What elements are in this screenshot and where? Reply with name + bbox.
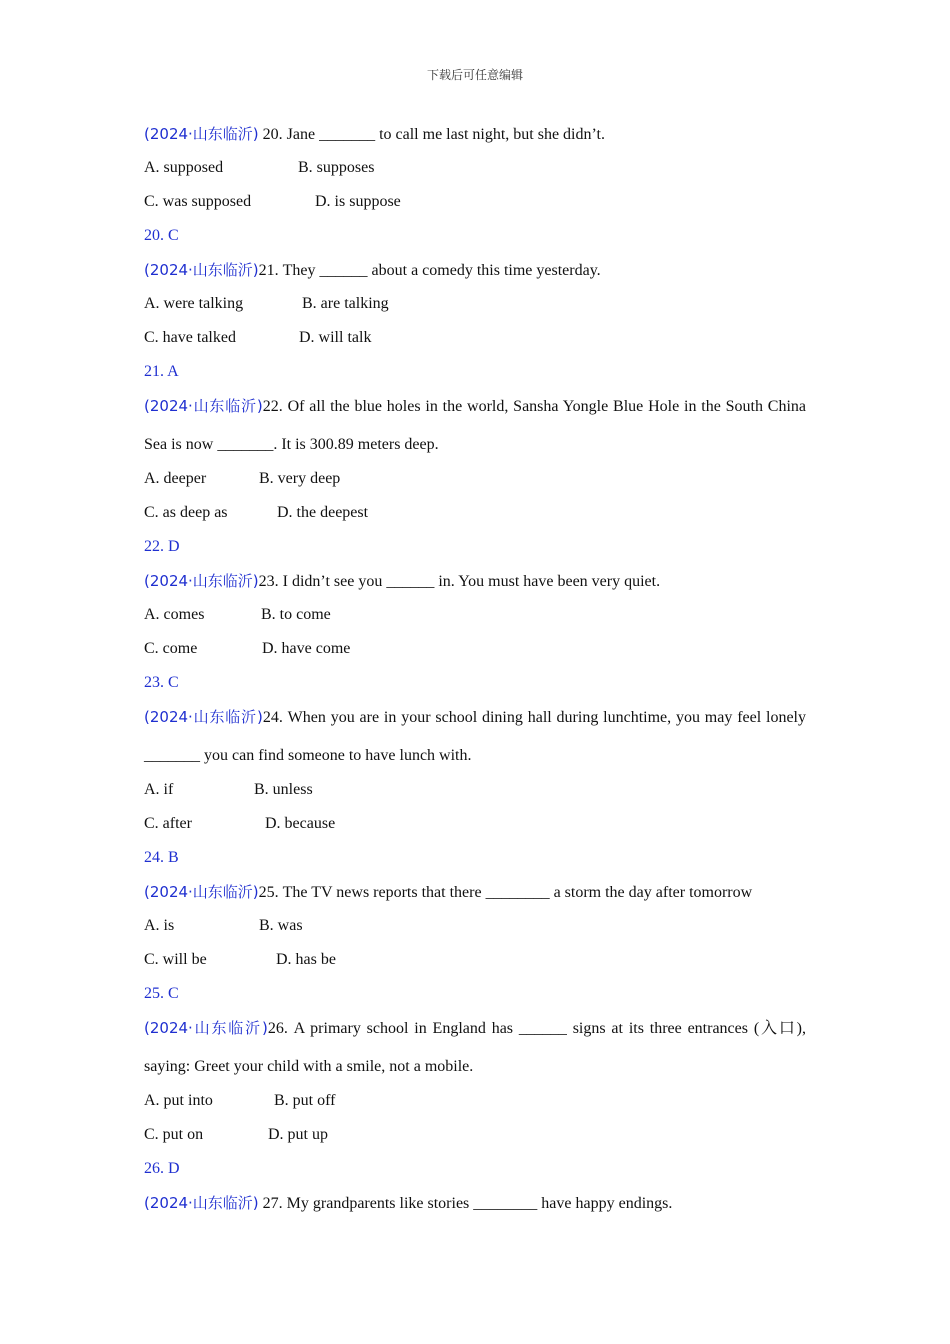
option-d: D. has be <box>276 951 336 968</box>
option-d: D. is suppose <box>315 193 401 210</box>
option-d: D. will talk <box>299 329 372 346</box>
options-row <box>144 191 806 225</box>
option-b: B. to come <box>261 606 331 623</box>
question-25 <box>144 881 806 915</box>
option-b: B. are talking <box>302 295 389 312</box>
question-22 <box>144 387 806 464</box>
question-list <box>144 123 806 1226</box>
answer: 26. D <box>144 1160 180 1177</box>
options-row <box>144 1090 806 1124</box>
option-d: D. have come <box>262 640 351 657</box>
source-tag: (2024·山东临沂) <box>144 261 259 279</box>
answer: 21. A <box>144 363 179 380</box>
option-b: B. supposes <box>298 159 375 176</box>
question-26 <box>144 1009 806 1086</box>
answer: 24. B <box>144 849 179 866</box>
source-tag: (2024·山东临沂) <box>144 1019 268 1037</box>
question-27 <box>144 1192 806 1226</box>
question-stem: 27. My grandparents like stories ________ have happy endings. <box>258 1195 673 1212</box>
options-row <box>144 502 806 536</box>
question-stem: 20. Jane _______ to call me last night, but she didn’t. <box>258 126 605 143</box>
source-tag: (2024·山东临沂) <box>144 125 259 143</box>
options-row <box>144 779 806 813</box>
source-tag: (2024·山东临沂) <box>144 572 259 590</box>
question-stem: 25. The TV news reports that there ________ a storm the day after tomorrow <box>258 884 753 901</box>
options-row <box>144 293 806 327</box>
question-stem: 22. Of all the blue holes in the world, Sansha Yongle Blue Hole in the South China Sea is now _______. It is 300.89 meters deep. <box>144 398 807 453</box>
option-b: B. unless <box>254 781 313 798</box>
question-24 <box>144 698 806 775</box>
answer: 23. C <box>144 674 179 691</box>
option-a: A. if <box>144 781 174 798</box>
option-a: A. comes <box>144 606 205 623</box>
option-c: C. come <box>144 640 198 657</box>
options-row <box>144 949 806 983</box>
source-tag: (2024·山东临沂) <box>144 708 263 726</box>
options-row <box>144 813 806 847</box>
option-c: C. have talked <box>144 329 236 346</box>
options-row <box>144 1124 806 1158</box>
option-c: C. as deep as <box>144 504 228 521</box>
option-c: C. after <box>144 815 192 832</box>
option-b: B. very deep <box>259 470 341 487</box>
page-header: 下载后可任意编辑 <box>426 68 523 82</box>
question-stem: 21. They ______ about a comedy this time yesterday. <box>258 262 601 279</box>
option-b: B. put off <box>274 1092 336 1109</box>
question-20 <box>144 123 806 157</box>
options-row <box>144 915 806 949</box>
options-row <box>144 604 806 638</box>
source-tag: (2024·山东临沂) <box>144 397 263 415</box>
option-a: A. is <box>144 917 175 934</box>
answer: 22. D <box>144 538 180 555</box>
option-d: D. the deepest <box>277 504 369 521</box>
option-a: A. deeper <box>144 470 207 487</box>
option-d: D. put up <box>268 1126 328 1143</box>
option-d: D. because <box>265 815 336 832</box>
option-c: C. put on <box>144 1126 204 1143</box>
options-row <box>144 638 806 672</box>
question-23 <box>144 570 806 604</box>
option-c: C. will be <box>144 951 207 968</box>
option-c: C. was supposed <box>144 193 252 210</box>
option-b: B. was <box>259 917 303 934</box>
options-row <box>144 468 806 502</box>
question-stem: 26. A primary school in England has ______ signs at its three entrances (入口), saying: Greet your child with a smile, not a mobile. <box>144 1020 806 1075</box>
answer: 25. C <box>144 985 179 1002</box>
source-tag: (2024·山东临沂) <box>144 883 259 901</box>
question-stem: 23. I didn’t see you ______ in. You must have been very quiet. <box>258 573 661 590</box>
source-tag: (2024·山东临沂) <box>144 1194 259 1212</box>
answer: 20. C <box>144 227 179 244</box>
question-stem: 24. When you are in your school dining hall during lunchtime, you may feel lonely _______ you can find someone to have lunch with. <box>144 709 807 764</box>
option-a: A. were talking <box>144 295 244 312</box>
options-row <box>144 157 806 191</box>
option-a: A. supposed <box>144 159 224 176</box>
option-a: A. put into <box>144 1092 213 1109</box>
question-21 <box>144 259 806 293</box>
options-row <box>144 327 806 361</box>
